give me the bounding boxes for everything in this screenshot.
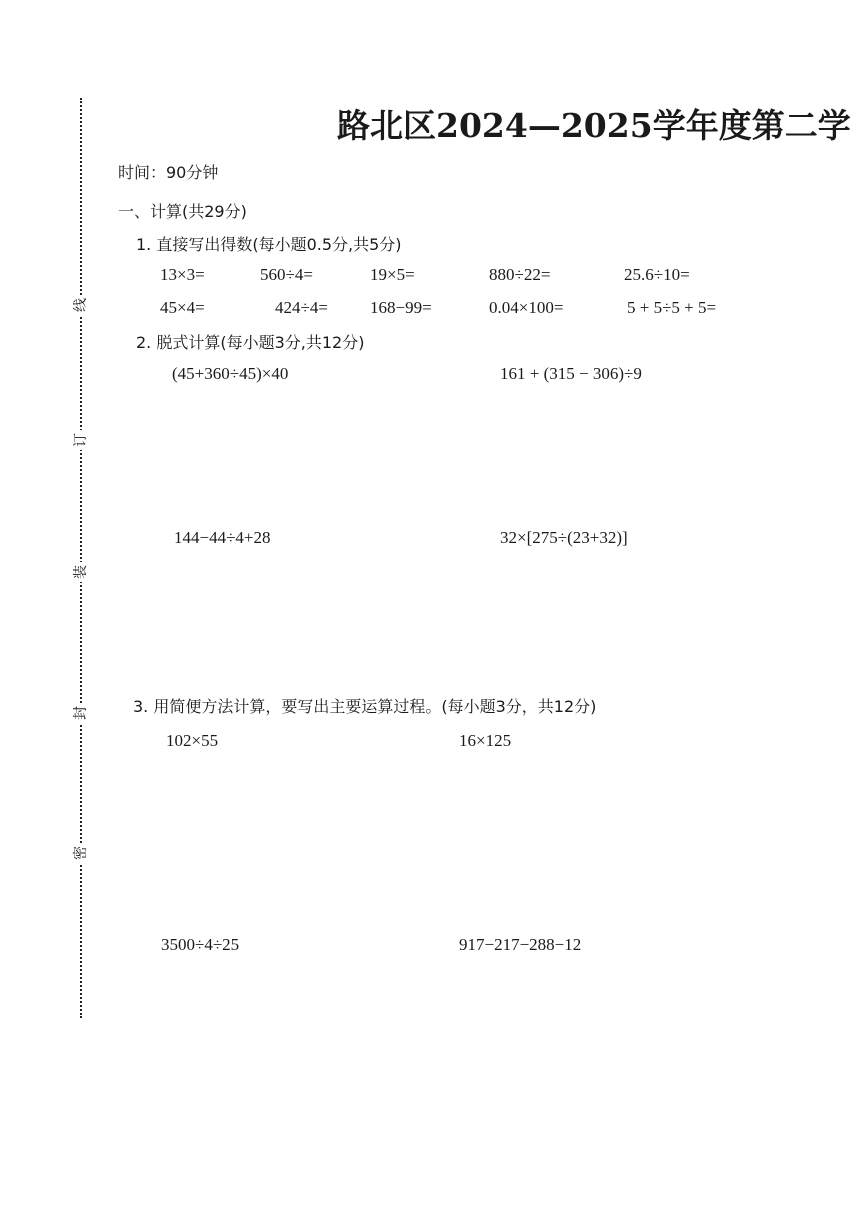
q3-item: 102×55 (166, 731, 219, 750)
q1-item: 13×3= (160, 265, 205, 284)
q2-item: 144−44÷4+28 (174, 528, 271, 547)
q1-item: 25.6÷10= (624, 265, 690, 284)
q1-item: 45×4= (160, 298, 205, 317)
margin-char-feng: 封 (71, 703, 91, 723)
margin-char-mi: 密 (71, 843, 91, 863)
q2-item: 161 + (315 − 306)÷9 (500, 364, 642, 383)
q1-item: 19×5= (370, 265, 415, 284)
q1-item: 0.04×100= (489, 298, 564, 317)
q2-item: (45+360÷45)×40 (172, 364, 289, 383)
q2-item: 32×[275÷(23+32)] (500, 528, 628, 547)
margin-char-xian: 线 (71, 295, 91, 315)
margin-char-ding: 订 (71, 430, 91, 450)
q3-item: 3500÷4÷25 (161, 935, 240, 954)
q1-item: 168−99= (370, 298, 432, 317)
binding-dotted-line (80, 98, 82, 1018)
q1-item: 5 + 5÷5 + 5= (627, 298, 717, 317)
q1-label: 1. 直接写出得数(每小题0.5分,共5分) (136, 235, 402, 254)
margin-char-zhuang: 装 (71, 562, 91, 582)
q3-item: 917−217−288−12 (459, 935, 582, 954)
q1-item: 880÷22= (489, 265, 551, 284)
exam-time: 时间：90分钟 (118, 163, 219, 182)
exam-title: 路北区2024—2025学年度第二学 (337, 106, 851, 145)
q2-label: 2. 脱式计算(每小题3分,共12分) (136, 333, 365, 352)
section1-heading: 一、计算(共29分) (118, 202, 247, 221)
q3-label: 3. 用简便方法计算，要写出主要运算过程。(每小题3分，共12分) (133, 697, 597, 716)
q1-item: 424÷4= (275, 298, 328, 317)
q1-item: 560÷4= (260, 265, 313, 284)
q3-item: 16×125 (459, 731, 512, 750)
